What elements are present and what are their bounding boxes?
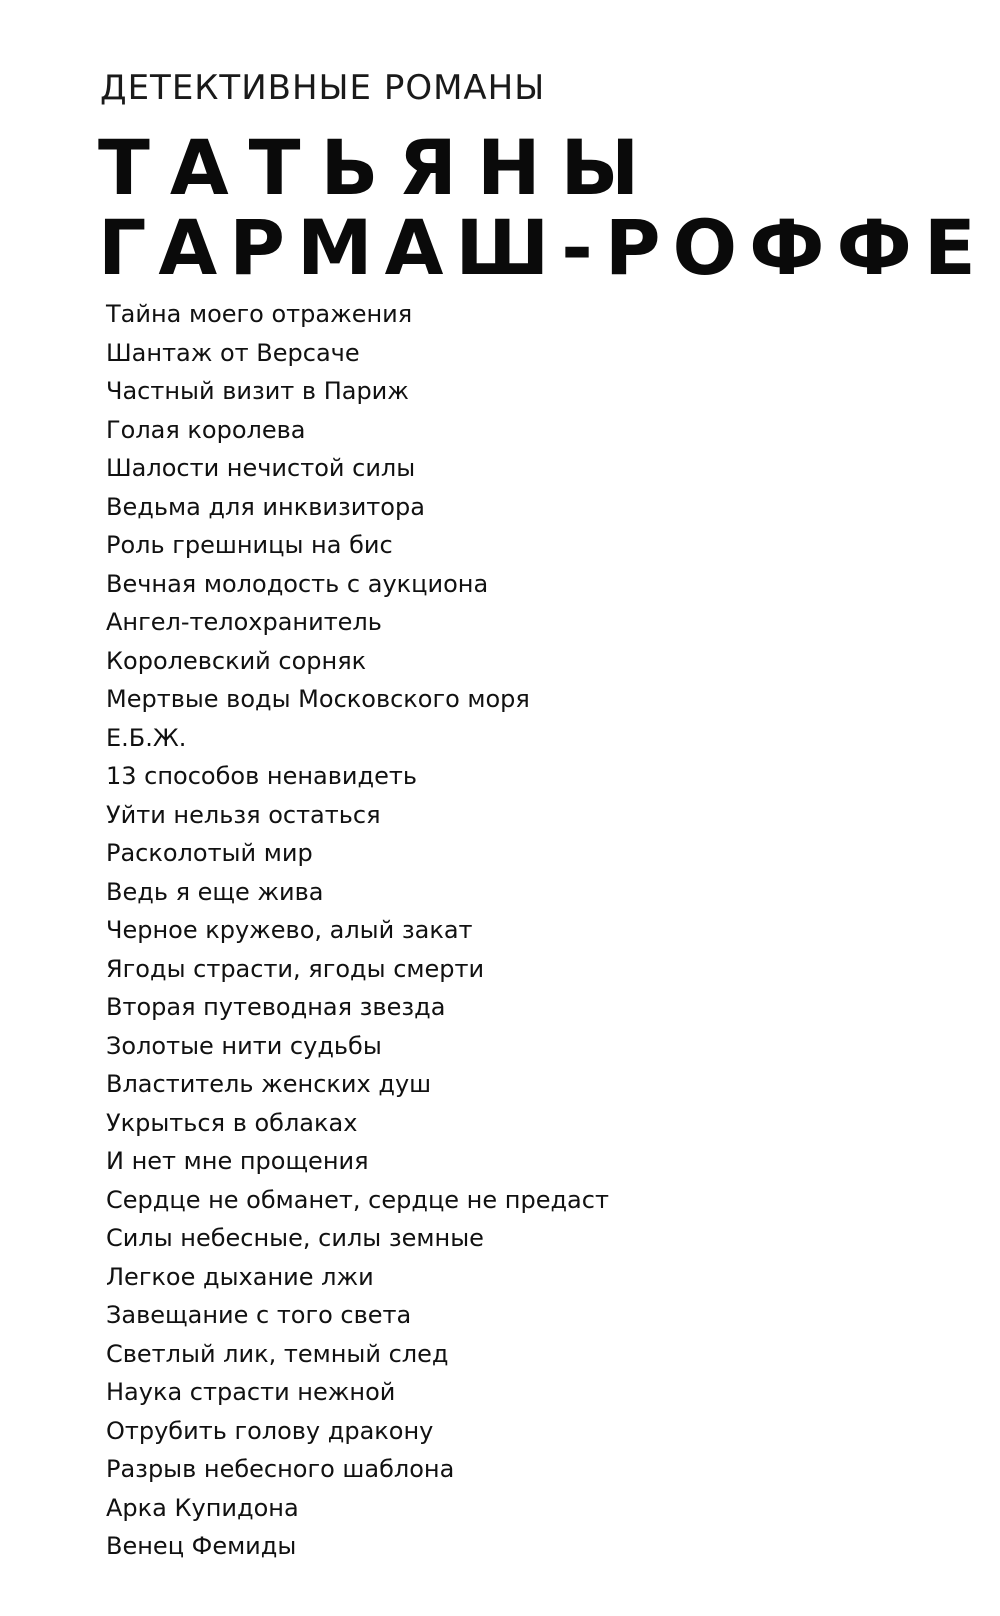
- book-title: Властитель женских душ: [106, 1070, 432, 1098]
- book-title: Золотые нити судьбы: [106, 1031, 382, 1060]
- book-title: Отрубить голову дракону: [106, 1416, 434, 1445]
- book-title: Черное кружево, алый закат: [106, 916, 473, 944]
- book-title: Светлый лик, темный след: [106, 1339, 449, 1368]
- book-title: Расколотый мир: [106, 839, 313, 867]
- book-title: Королевский сорняк: [106, 646, 367, 675]
- book-title: Завещание с того света: [106, 1301, 412, 1329]
- book-title: Е.Б.Ж.: [106, 723, 187, 752]
- book-title: Тайна моего отражения: [106, 300, 413, 328]
- book-title: Частный визит в Париж: [106, 377, 409, 405]
- book-title: Мертвые воды Московского моря: [106, 685, 530, 713]
- book-title: Укрыться в облаках: [106, 1108, 358, 1137]
- book-title: Арка Купидона: [106, 1493, 299, 1522]
- book-title: Вечная молодость с аукциона: [106, 569, 489, 598]
- book-title: Ангел-телохранитель: [106, 608, 382, 636]
- book-title: Роль грешницы на бис: [106, 531, 393, 559]
- author-last-name: ГАРМАШ-РОФФЕ: [98, 203, 988, 292]
- book-title: Силы небесные, силы земные: [106, 1224, 484, 1252]
- series-label: ДЕТЕКТИВНЫЕ РОМАНЫ: [100, 68, 546, 108]
- book-title: Сердце не обманет, сердце не предаст: [106, 1185, 609, 1214]
- book-title: Голая королева: [106, 415, 306, 444]
- book-title: Наука страсти нежной: [106, 1378, 396, 1406]
- book-title: Шантаж от Версаче: [106, 338, 360, 367]
- book-title: Легкое дыхание лжи: [106, 1262, 374, 1291]
- book-title: Вторая путеводная звезда: [106, 993, 446, 1021]
- book-title: Ведь я еще жива: [106, 877, 324, 906]
- book-title: И нет мне прощения: [106, 1147, 369, 1175]
- book-title: Разрыв небесного шаблона: [106, 1455, 455, 1483]
- author-first-name: ТАТЬЯНЫ: [98, 123, 660, 212]
- book-title: Уйти нельзя остаться: [106, 800, 381, 829]
- book-title: 13 способов ненавидеть: [106, 762, 417, 790]
- book-title: Ягоды страсти, ягоды смерти: [106, 954, 485, 983]
- book-title: Шалости нечистой силы: [106, 454, 416, 482]
- book-title-list: [106, 295, 609, 1566]
- book-title: Ведьма для инквизитора: [106, 492, 425, 521]
- book-title: Венец Фемиды: [106, 1532, 297, 1560]
